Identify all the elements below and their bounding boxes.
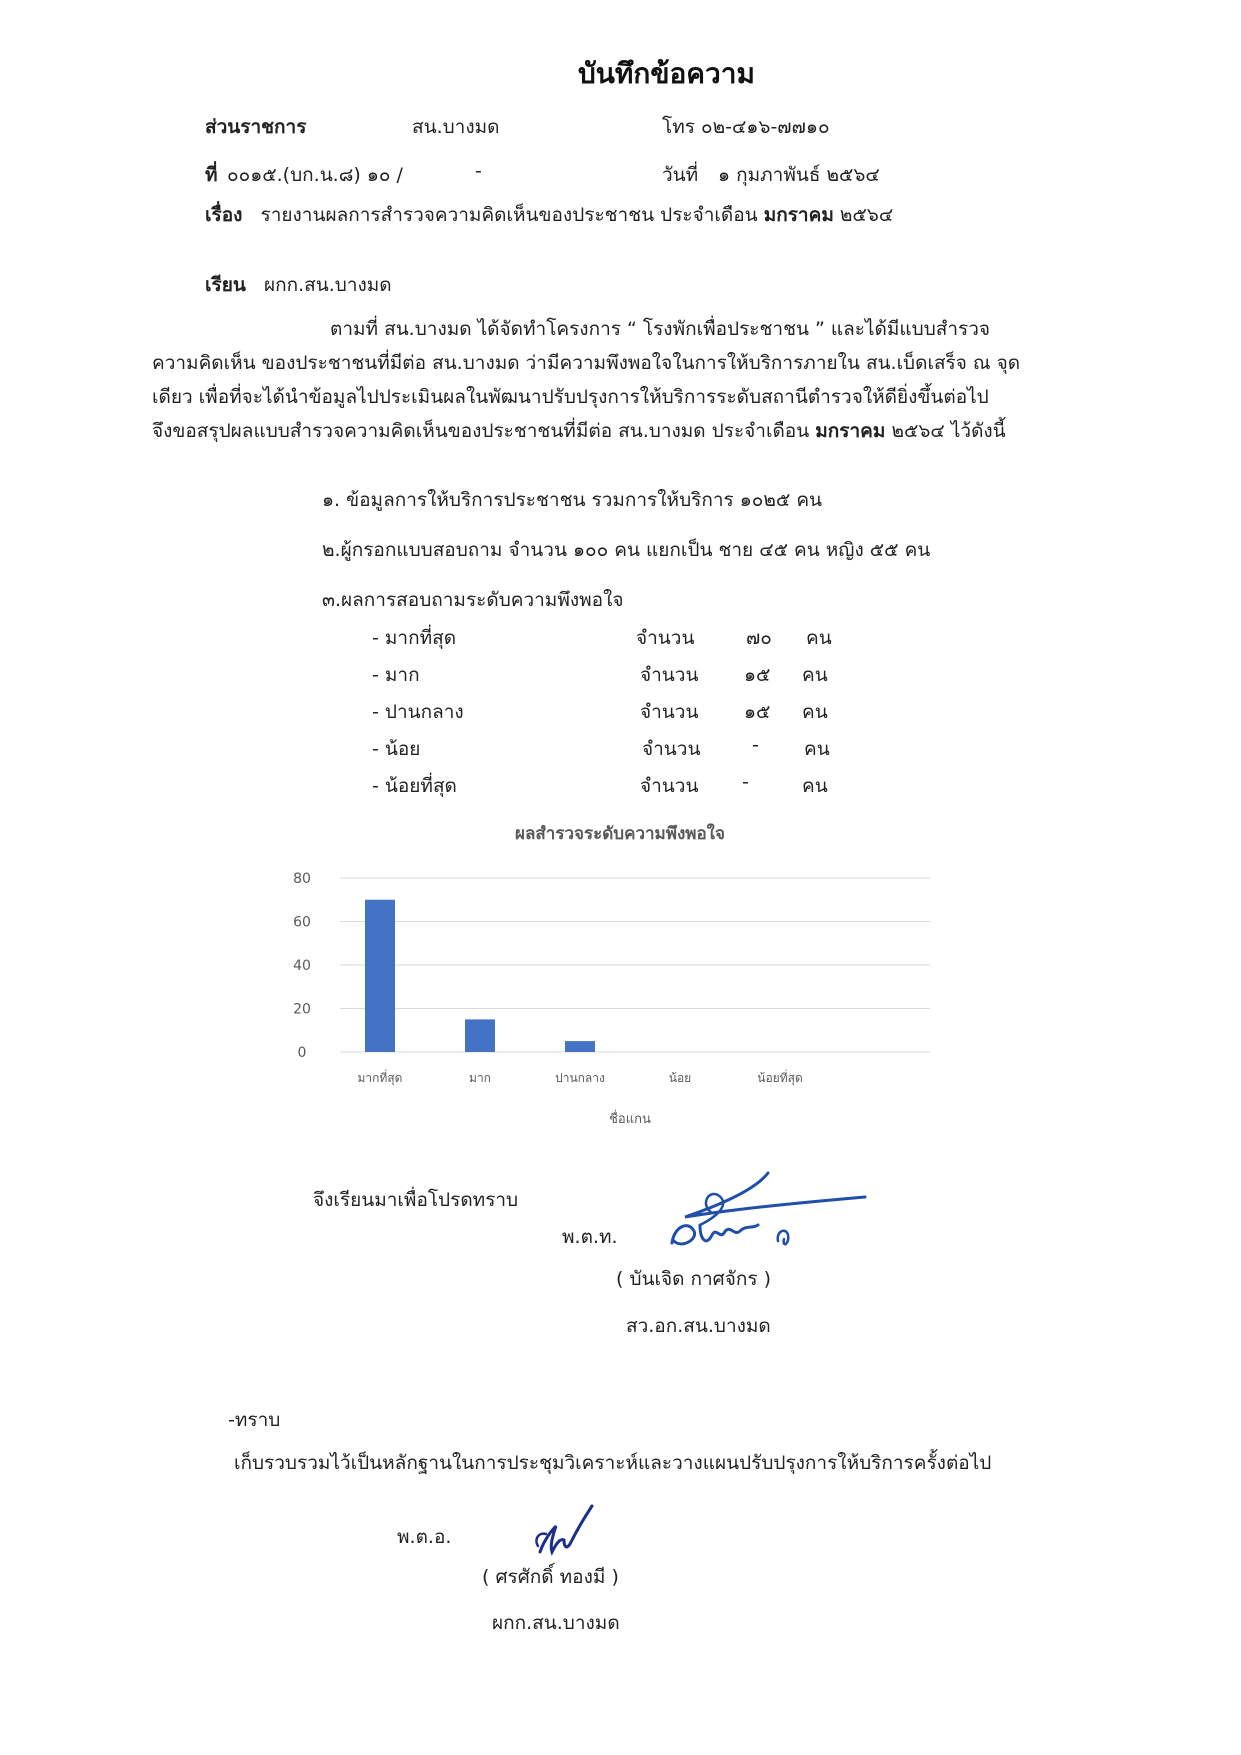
satisfaction-bar-chart (280, 820, 960, 1130)
item-2: ๒.ผู้กรอกแบบสอบถาม จำนวน ๑๐๐ คน แยกเป็น ชาย ๔๕ คน หญิง ๕๕ คน (322, 539, 931, 561)
chart-bar (365, 900, 395, 1052)
subject-month: มกราคม (763, 204, 834, 226)
satisfaction-count: ๑๕ (744, 701, 771, 723)
body-line-4 (152, 414, 1096, 448)
satisfaction-unit: คน (804, 738, 830, 760)
satisfaction-word: จำนวน (642, 738, 701, 760)
document-title: บันทึกข้อความ (578, 57, 755, 90)
signer1-position: สว.อก.สน.บางมด (626, 1315, 771, 1337)
phone-number: โทร ๐๒-๔๑๖-๗๗๑๐ (662, 116, 830, 138)
satisfaction-word: จำนวน (640, 701, 699, 723)
chart-x-tick-label: น้อยที่สุด (757, 1071, 803, 1085)
item-3: ๓.ผลการสอบถามระดับความพึงพอใจ (322, 589, 624, 611)
chart-x-axis-label: ชื่อแกน (609, 1112, 651, 1127)
chart-x-tick-label: มาก (469, 1071, 491, 1085)
chart-x-tick-label: มากที่สุด (357, 1071, 403, 1085)
chart-x-tick-label: ปานกลาง (555, 1071, 605, 1085)
satisfaction-unit: คน (802, 775, 828, 797)
signature-2 (530, 1500, 600, 1560)
chart-y-tick-label: 0 (297, 1045, 307, 1061)
date-label: วันที่ (662, 164, 699, 186)
signer2-position: ผกก.สน.บางมด (492, 1612, 620, 1634)
addressee-label: เรียน (205, 274, 246, 296)
signer1-rank: พ.ต.ท. (562, 1226, 618, 1248)
satisfaction-count: ๗๐ (746, 627, 772, 649)
satisfaction-label: - น้อยที่สุด (372, 775, 457, 797)
body-line-3: เดียว เพื่อที่จะได้นำข้อมูลไปประเมินผลในพัฒนาปรับปรุงการให้บริการระดับสถานีตำรวจให้ดียิ่งขึ้นต่อไป (152, 386, 989, 408)
signer2-name: ( ศรศักดิ์ ทองมี ) (482, 1566, 619, 1588)
satisfaction-label: - มาก (372, 664, 420, 686)
chart-y-tick-label: 80 (293, 871, 311, 887)
satisfaction-unit: คน (806, 627, 832, 649)
subject-year: ๒๕๖๔ (839, 204, 894, 226)
subject-label: เรื่อง (205, 204, 243, 226)
agency-value: สน.บางมด (412, 116, 500, 138)
body-line-4-year: ๒๕๖๔ (891, 420, 945, 442)
satisfaction-label: - มากที่สุด (372, 627, 457, 649)
satisfaction-word: จำนวน (640, 664, 699, 686)
ref-value: ๐๐๑๕.(บก.น.๘) ๑๐ / (227, 164, 403, 186)
addressee-line (205, 270, 392, 300)
satisfaction-label: - น้อย (372, 738, 421, 760)
body-line-4-post: ไว้ดังนี้ (950, 420, 1006, 442)
body-paragraph (152, 312, 1096, 448)
signer2-rank: พ.ต.อ. (397, 1526, 452, 1548)
satisfaction-count: - (752, 734, 759, 756)
ref-label: ที่ (205, 164, 218, 186)
body-line-4-pre: จึงขอสรุปผลแบบสำรวจความคิดเห็นของประชาชนที่มีต่อ สน.บางมด ประจำเดือน (152, 420, 810, 442)
body-line-4-month: มกราคม (815, 420, 886, 442)
satisfaction-word: จำนวน (640, 775, 699, 797)
satisfaction-unit: คน (802, 701, 828, 723)
closing-text: จึงเรียนมาเพื่อโปรดทราบ (313, 1189, 519, 1211)
chart-y-tick-label: 20 (293, 1001, 311, 1018)
chart-x-tick-label: น้อย (668, 1071, 692, 1085)
body-line-1: ตามที่ สน.บางมด ได้จัดทำโครงการ “ โรงพักเพื่อประชาชน ” และได้มีแบบสำรวจ (330, 318, 991, 340)
agency-label: ส่วนราชการ (205, 116, 307, 138)
satisfaction-word: จำนวน (636, 627, 695, 649)
signature-1 (660, 1165, 870, 1260)
satisfaction-count: ๑๕ (744, 664, 771, 686)
ref-dash: - (475, 160, 482, 182)
addressee-value: ผกก.สน.บางมด (263, 274, 392, 296)
body-line-2: ความคิดเห็น ของประชาชนที่มีต่อ สน.บางมด ว่ามีความพึงพอใจในการให้บริการภายใน สน.เบ็ดเสร็จ ณ จุด (152, 352, 1021, 374)
signer1-name: ( บันเจิด กาศจักร ) (616, 1268, 772, 1290)
subject-text: รายงานผลการสำรวจความคิดเห็นของประชาชน ประจำเดือน (260, 204, 758, 226)
acknowledge-text: -ทราบ (228, 1409, 281, 1431)
date-value: ๑ กุมภาพันธ์ ๒๕๖๔ (718, 164, 880, 186)
chart-bar (465, 1019, 495, 1052)
satisfaction-count: - (742, 771, 749, 793)
chart-y-tick-label: 60 (293, 914, 311, 931)
endorsement-note: เก็บรวบรวมไว้เป็นหลักฐานในการประชุมวิเคราะห์และวางแผนปรับปรุงการให้บริการครั้งต่อไป (234, 1452, 992, 1474)
satisfaction-unit: คน (802, 664, 828, 686)
chart-y-tick-label: 40 (293, 958, 311, 974)
satisfaction-label: - ปานกลาง (372, 701, 464, 723)
item-1: ๑. ข้อมูลการให้บริการประชาชน รวมการให้บริการ ๑๐๒๕ คน (322, 489, 823, 511)
chart-bar (565, 1041, 595, 1052)
subject-line (205, 200, 893, 230)
chart-title: ผลสำรวจระดับความพึงพอใจ (515, 824, 725, 844)
